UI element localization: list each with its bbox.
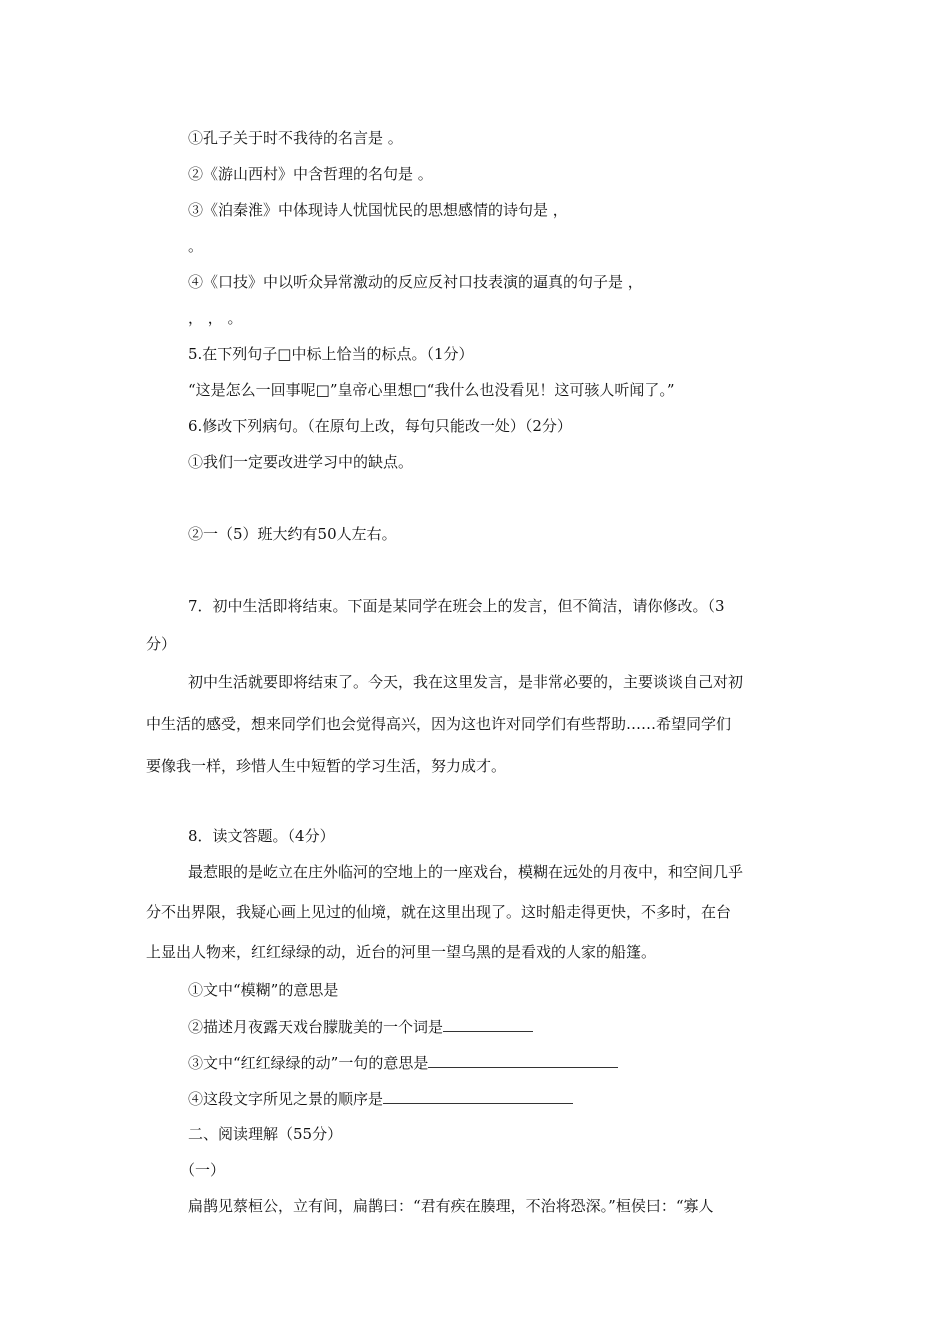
question-8: 8．读文答题。（4分）: [188, 827, 335, 845]
question-8-item-4-text: ④这段文字所见之景的顺序是: [188, 1090, 384, 1108]
line-shanxicun: ②《游山西村》中含哲理的名句是 。: [188, 165, 433, 183]
line-kouji: ④《口技》中以听众异常激动的反应反衬口技表演的逼真的句子是 ，: [188, 273, 643, 291]
question-8-item-2: [188, 1016, 533, 1037]
question-6-item-1: ①我们一定要改进学习中的缺点。: [188, 453, 414, 471]
question-8-item-3: [188, 1052, 618, 1073]
question-5-sentence: “这是怎么一回事呢□”皇帝心里想□“我什么也没看见！这可骇人听闻了。”: [188, 381, 675, 399]
answer-blank[interactable]: [428, 1052, 618, 1068]
line-boqinhuai-end: 。: [188, 237, 204, 255]
question-8-item-4: [188, 1088, 573, 1109]
question-7-cont: 分）: [146, 635, 177, 653]
question-8-item-2-text: ②描述月夜露天戏台朦胧美的一个词是: [188, 1018, 444, 1036]
answer-blank[interactable]: [443, 1016, 533, 1032]
question-7-passage-3: 要像我一样，珍惜人生中短暂的学习生活，努力成才。: [146, 757, 507, 775]
question-8-item-3-text: ③文中“红红绿绿的动”一句的意思是: [188, 1054, 429, 1072]
answer-blank[interactable]: [383, 1088, 573, 1104]
question-8-item-1: [188, 980, 338, 1000]
question-8-passage-3: 上显出人物来，红红绿绿的动，近台的河里一望乌黑的是看戏的人家的船篷。: [146, 943, 657, 961]
question-7-passage-2: 中生活的感受，想来同学们也会觉得高兴，因为这也许对同学们有些帮助……希望同学们: [146, 715, 732, 733]
question-7: 7．初中生活即将结束。下面是某同学在班会上的发言，但不简洁，请你修改。（3: [188, 597, 725, 615]
line-confucius: ①孔子关于时不我待的名言是 。: [188, 129, 403, 147]
question-7-passage-1: 初中生活就要即将结束了。今天，我在这里发言，是非常必要的，主要谈谈自己对初: [188, 673, 744, 691]
line-kouji-end: ， ， 。: [188, 309, 243, 327]
question-8-passage-1: 最惹眼的是屹立在庄外临河的空地上的一座戏台，模糊在远处的月夜中，和空间几乎: [188, 863, 744, 881]
question-8-item-1-text: ①文中“模糊”的意思是: [188, 981, 339, 999]
question-6-item-2: ②一（5）班大约有50人左右。: [188, 525, 397, 543]
passage-9-line-1: 扁鹊见蔡桓公，立有间，扁鹊曰：“君有疾在腠理，不治将恐深。”桓侯曰：“寡人: [188, 1197, 714, 1215]
question-6: 6.修改下列病句。（在原句上改，每句只能改一处）（2分）: [188, 417, 572, 435]
question-5: 5.在下列句子□中标上恰当的标点。（1分）: [188, 345, 474, 363]
section-2-heading: 二、阅读理解（55分）: [188, 1125, 343, 1143]
subsection-1: （一）: [180, 1161, 226, 1179]
question-8-passage-2: 分不出界限，我疑心画上见过的仙境，就在这里出现了。这时船走得更快，不多时，在台: [146, 903, 732, 921]
line-boqinhuai: ③《泊秦淮》中体现诗人忧国忧民的思想感情的诗句是 ，: [188, 201, 568, 219]
